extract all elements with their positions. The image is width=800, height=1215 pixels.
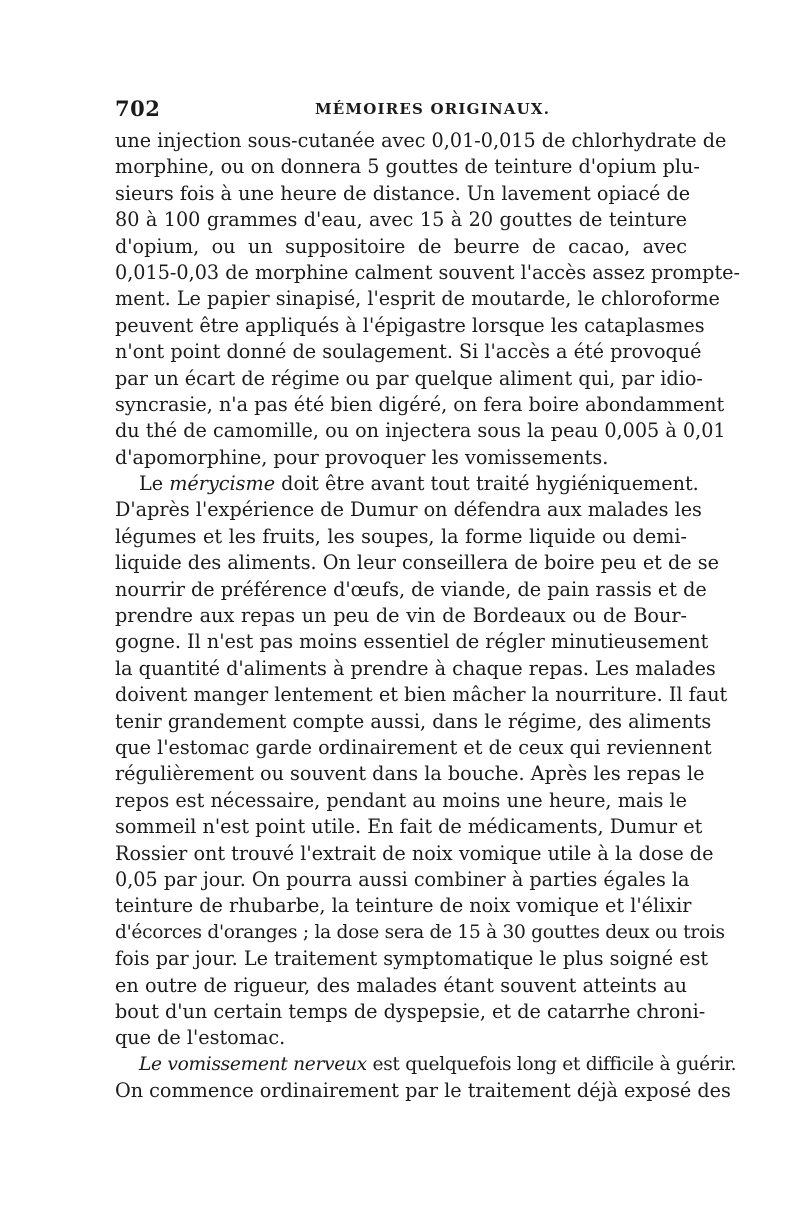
text-line: sieurs fois à une heure de distance. Un lavement opiacé de [115, 181, 691, 205]
text-line: du thé de camomille, ou on injectera sous la peau 0,005 à 0,01 [115, 419, 726, 443]
text-line: repos est nécessaire, pendant au moins une heure, mais le [115, 788, 687, 812]
text-line: 0,015-0,03 de morphine calment souvent l'accès assez prompte- [115, 260, 741, 284]
text-line: d'apomorphine, pour provoquer les vomissements. [115, 445, 609, 469]
text-line: en outre de rigueur, des malades étant souvent atteints au [115, 973, 687, 997]
text-line: On commence ordinairement par le traitement déjà exposé des [115, 1079, 731, 1103]
text-line: d'opium, ou un suppositoire de beurre de cacao, avec [115, 234, 687, 258]
text-line: ment. Le papier sinapisé, l'esprit de moutarde, le chloroforme [115, 287, 720, 311]
paragraph-start-merycisme [115, 471, 699, 497]
italic-term-merycisme: mérycisme [169, 472, 276, 496]
text-line: syncrasie, n'a pas été bien digéré, on fera boire abondamment [115, 392, 725, 416]
page-header [115, 96, 685, 124]
text-line: fois par jour. Le traitement symptomatique le plus soigné est [115, 947, 709, 971]
text-line: bout d'un certain temps de dyspepsie, et de catarrhe chroni- [115, 999, 706, 1023]
text-line: une injection sous-cutanée avec 0,01-0,015 de chlorhydrate de [115, 129, 727, 152]
text-line: que de l'estomac. [115, 1026, 286, 1050]
italic-term-vomissement-nerveux: Le vomissement nerveux [139, 1053, 367, 1075]
text-line: 0,05 par jour. On pourra aussi combiner à parties égales la [115, 867, 690, 891]
text-line-rest: est quelquefois long et difficile à guérir. [372, 1053, 737, 1075]
text-line: la quantité d'aliments à prendre à chaque repas. Les malades [115, 656, 716, 680]
text-line: n'ont point donné de soulagement. Si l'accès a été provoqué [115, 340, 702, 364]
text-line: par un écart de régime ou par quelque aliment qui, par idio- [115, 366, 703, 390]
text-line: morphine, ou on donnera 5 gouttes de teinture d'opium plu- [115, 155, 700, 179]
text-line: 80 à 100 grammes d'eau, avec 15 à 20 gouttes de teinture [115, 208, 687, 232]
text-line: teinture de rhubarbe, la teinture de noix vomique et l'élixir [115, 894, 692, 918]
text-line: gogne. Il n'est pas moins essentiel de régler minutieusement [115, 630, 709, 654]
text-line: nourrir de préférence d'œufs, de viande, de pain rassis et de [115, 577, 707, 601]
paragraph-start-vomissement [115, 1052, 737, 1078]
text-line: peuvent être appliqués à l'épigastre lorsque les cataplasmes [115, 313, 705, 337]
text-line: liquide des aliments. On leur conseillera de boire peu et de se [115, 551, 719, 575]
text-line: tenir grandement compte aussi, dans le régime, des aliments [115, 709, 712, 733]
page-number: 702 [115, 96, 161, 121]
text-line: régulièrement ou souvent dans la bouche. Après les repas le [115, 762, 705, 786]
text-line: légumes et les fruits, les soupes, la forme liquide ou demi- [115, 524, 687, 548]
text-line: Rossier ont trouvé l'extrait de noix vomique utile à la dose de [115, 841, 714, 865]
text-line: sommeil n'est point utile. En fait de médicaments, Dumur et [115, 815, 703, 839]
text-line: doivent manger lentement et bien mâcher la nourriture. Il faut [115, 683, 728, 707]
running-title: MÉMOIRES ORIGINAUX. [315, 100, 551, 118]
text-line: D'après l'expérience de Dumur on défendra aux malades les [115, 498, 702, 522]
text-line-rest: doit être avant tout traité hygiéniquement. [281, 472, 699, 496]
text-line: que l'estomac garde ordinairement et de ceux qui reviennent [115, 735, 712, 759]
paragraph-lead: Le [139, 472, 164, 496]
text-line: prendre aux repas un peu de vin de Bordeaux ou de Bour- [115, 604, 687, 628]
body-text [115, 128, 741, 1104]
text-line: d'écorces d'oranges ; la dose sera de 15 à 30 gouttes deux ou trois [115, 921, 725, 943]
